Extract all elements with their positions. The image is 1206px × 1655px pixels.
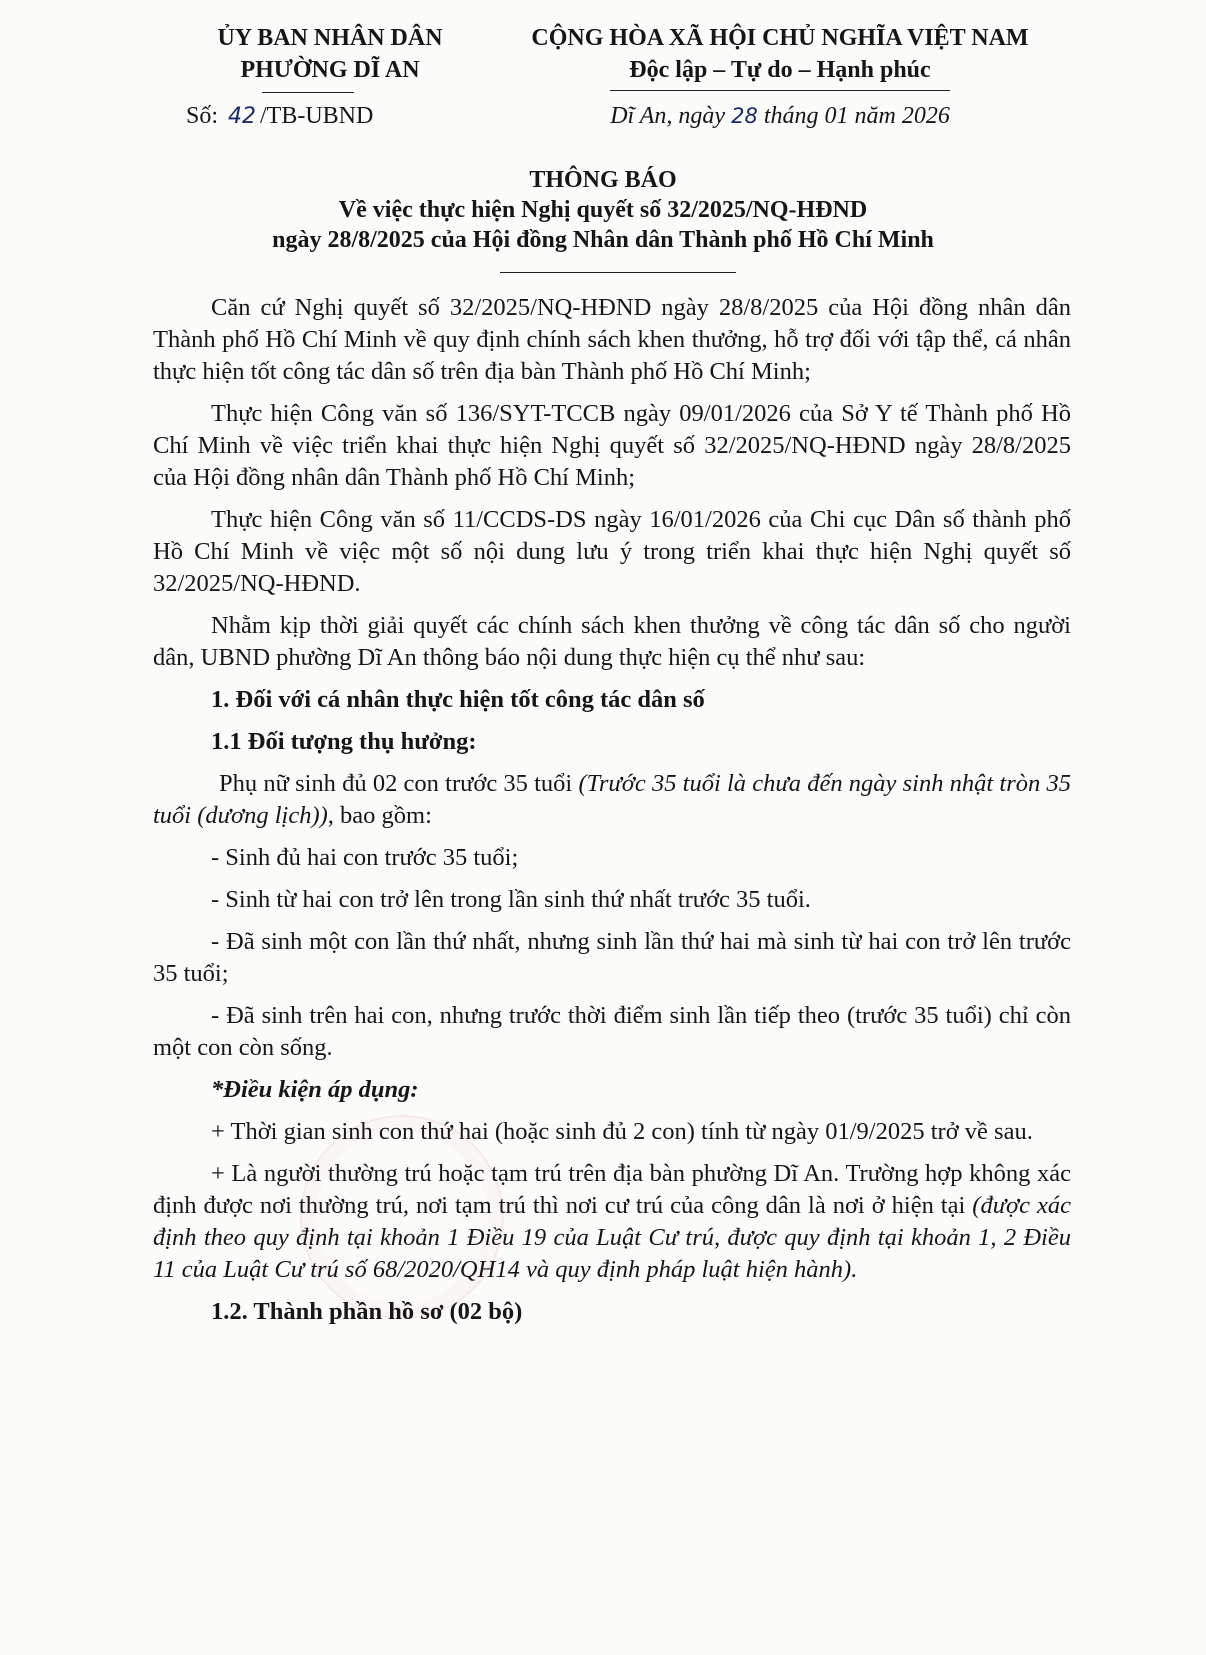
document-number-value: 42 xyxy=(228,104,257,129)
condition-item xyxy=(153,1158,1071,1286)
authority-line2: PHƯỜNG DĨ AN xyxy=(240,57,420,83)
condition-item: + Thời gian sinh con thứ hai (hoặc sinh đủ 2 con) tính từ ngày 01/9/2025 trở về sau. xyxy=(211,1118,1033,1145)
beneficiaries-text: Phụ nữ sinh đủ 02 con trước 35 tuổi xyxy=(219,770,579,797)
condition-residence-note: (được xác định theo quy định tại khoản 1 Điều 19 của Luật Cư trú, được quy định tại khoản 1, 2 Điều 11 của Luật Cư trú số 68/2020/QH14 và quy định pháp luật hiện hành). xyxy=(153,1192,1071,1283)
motto-underline xyxy=(610,90,950,91)
paragraph-legal-basis-1: Căn cứ Nghị quyết số 32/2025/NQ-HĐND ngày 28/8/2025 của Hội đồng nhân dân Thành phố Hồ Chí Minh về quy định chính sách khen thưởng, hỗ trợ đối với tập thể, cá nhân thực hiện tốt công tác dân số trên địa bàn Thành phố Hồ Chí Minh; xyxy=(153,294,1071,385)
section-1-1-heading: 1.1 Đối tượng thụ hưởng: xyxy=(211,728,477,755)
authority-line1: ỦY BAN NHÂN DÂN xyxy=(217,25,443,51)
list-item: - Đã sinh một con lần thứ nhất, nhưng sinh lần thứ hai mà sinh từ hai con trở lên trước 35 tuổi; xyxy=(153,928,1071,987)
paragraph-beneficiaries xyxy=(153,768,1071,832)
list-item: - Sinh đủ hai con trước 35 tuổi; xyxy=(211,844,519,871)
authority-underline xyxy=(262,92,354,93)
date-day: 28 xyxy=(731,104,758,128)
beneficiaries-tail: , bao gồm: xyxy=(327,802,432,829)
title-heading: THÔNG BÁO xyxy=(529,167,677,193)
condition-residence-text: + Là người thường trú hoặc tạm trú trên địa bàn phường Dĩ An. Trường hợp không xác định được nơi thường trú, nơi tạm trú thì nơi cư trú của công dân là nơi ở hiện tại xyxy=(153,1160,1071,1219)
issuing-authority xyxy=(160,22,500,86)
document-number-suffix: /TB-UBND xyxy=(260,103,374,129)
section-1-2-heading: 1.2. Thành phần hồ sơ (02 bộ) xyxy=(211,1298,523,1325)
date-suffix: tháng 01 năm 2026 xyxy=(757,103,950,129)
paragraph-purpose: Nhằm kịp thời giải quyết các chính sách khen thưởng về công tác dân số cho người dân, UBND phường Dĩ An thông báo nội dung thực hiện cụ thể như sau: xyxy=(153,612,1071,671)
section-1-heading: 1. Đối với cá nhân thực hiện tốt công tác dân số xyxy=(211,686,705,713)
paragraph-legal-basis-2: Thực hiện Công văn số 136/SYT-TCCB ngày 09/01/2026 của Sở Y tế Thành phố Hồ Chí Minh về việc triển khai thực hiện Nghị quyết số 32/2025/NQ-HĐND ngày 28/8/2025 của Hội đồng nhân dân Thành phố Hồ Chí Minh; xyxy=(153,400,1071,491)
national-title: CỘNG HÒA XÃ HỘI CHỦ NGHĨA VIỆT NAM xyxy=(531,25,1029,51)
title-subject-line2: ngày 28/8/2025 của Hội đồng Nhân dân Thành phố Hồ Chí Minh xyxy=(272,227,934,253)
title-subject-line1: Về việc thực hiện Nghị quyết số 32/2025/NQ-HĐND xyxy=(338,197,868,223)
title-underline xyxy=(500,272,736,273)
conditions-heading: *Điều kiện áp dụng: xyxy=(211,1076,419,1103)
document-body xyxy=(153,292,1071,1338)
document-number xyxy=(186,100,373,133)
motto-line: Độc lập – Tự do – Hạnh phúc xyxy=(629,57,931,83)
document-number-prefix: Số: xyxy=(186,103,219,129)
beneficiaries-note: (Trước 35 tuổi là chưa đến ngày sinh nhật tròn 35 tuổi (dương lịch)) xyxy=(153,770,1071,829)
date-prefix: Dĩ An, ngày xyxy=(610,103,732,129)
document-date xyxy=(480,100,1080,132)
list-item: - Sinh từ hai con trở lên trong lần sinh thứ nhất trước 35 tuổi. xyxy=(211,886,811,913)
paragraph-legal-basis-3: Thực hiện Công văn số 11/CCDS-DS ngày 16/01/2026 của Chi cục Dân số thành phố Hồ Chí Minh về việc một số nội dung lưu ý trong triển khai thực hiện Nghị quyết số 32/2025/NQ-HĐND. xyxy=(153,506,1071,597)
list-item: - Đã sinh trên hai con, nhưng trước thời điểm sinh lần tiếp theo (trước 35 tuổi) chỉ còn một con còn sống. xyxy=(153,1002,1071,1061)
national-motto xyxy=(480,22,1080,86)
document-title xyxy=(130,165,1076,255)
